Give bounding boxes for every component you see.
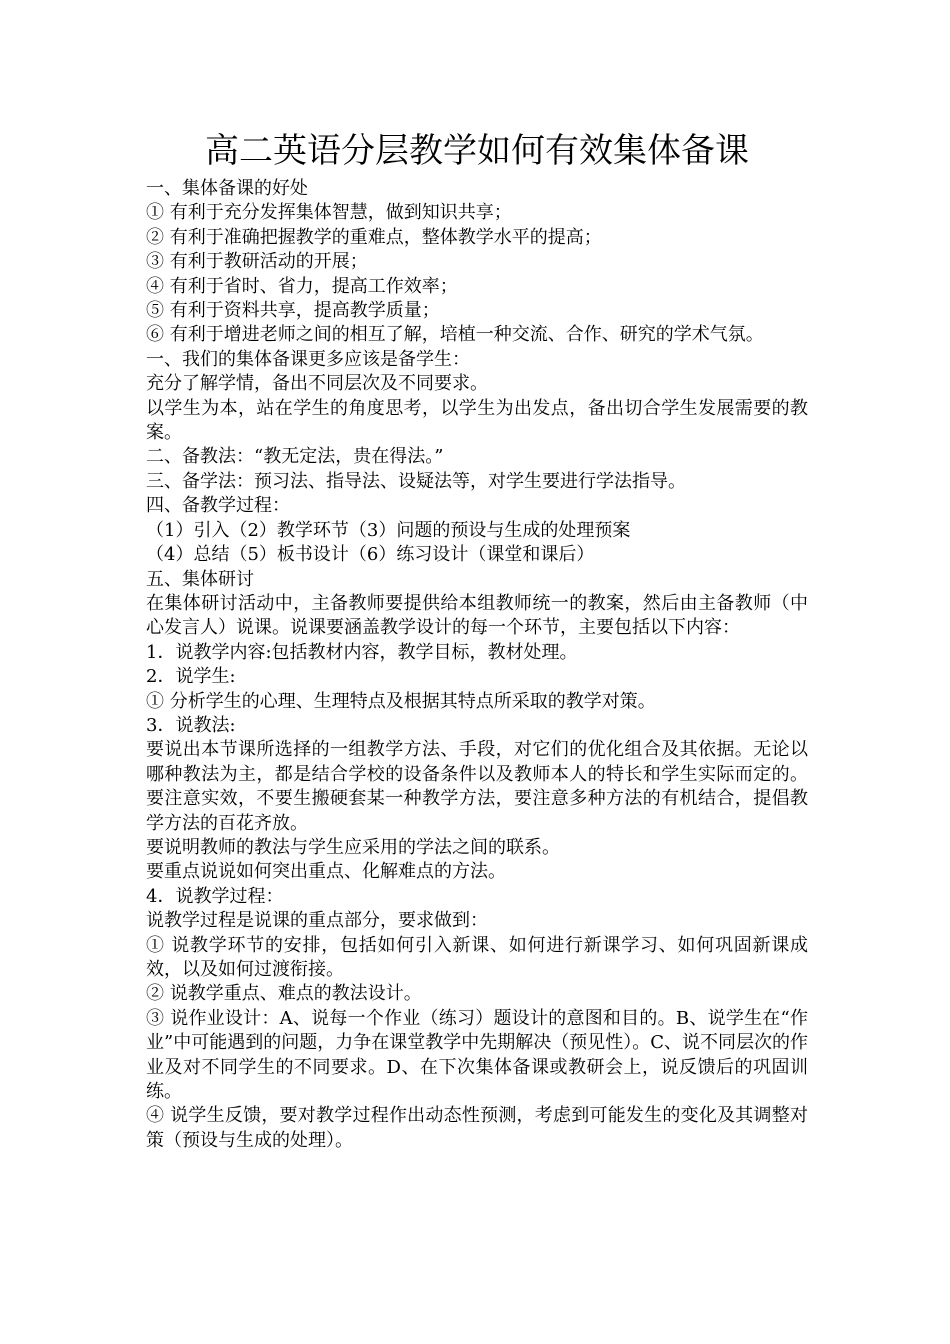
- list-item: （1）引入（2）教学环节（3）问题的预设与生成的处理预案: [146, 519, 631, 541]
- numbered-item: 1．说教学内容:包括教材内容，教学目标，教材处理。: [146, 641, 578, 663]
- list-item: ④ 有利于省时、省力，提高工作效率；: [146, 275, 458, 297]
- list-item: ④ 说学生反馈，要对教学过程作出动态性预测，考虑到可能发生的变化及其调整对策（预设与生成的处理）。: [146, 1105, 808, 1151]
- document-page: [146, 128, 808, 1153]
- section-heading-students: 一、我们的集体备课更多应该是备学生：: [146, 348, 470, 370]
- paragraph: 说教学过程是说课的重点部分，要求做到：: [146, 910, 488, 932]
- numbered-item: 4．说教学过程：: [146, 885, 284, 907]
- list-item: ⑥ 有利于增进老师之间的相互了解，培植一种交流、合作、研究的学术气氛。: [146, 324, 764, 346]
- document-body: [146, 177, 808, 1153]
- section-heading-teaching-process: 四、备教学过程：: [146, 495, 290, 517]
- paragraph: 以学生为本，站在学生的角度思考，以学生为出发点，备出切合学生发展需要的教案。: [146, 397, 808, 444]
- list-item: ② 说教学重点、难点的教法设计。: [146, 983, 422, 1005]
- list-item: ③ 有利于教研活动的开展；: [146, 251, 368, 273]
- paragraph: 要说明教师的教法与学生应采用的学法之间的联系。: [146, 836, 560, 858]
- section-heading-teaching-method: 二、备教法：“教无定法，贵在得法。”: [146, 446, 444, 468]
- numbered-item: 3．说教法:: [146, 714, 236, 736]
- list-item: ① 分析学生的心理、生理特点及根据其特点所采取的教学对策。: [146, 690, 656, 712]
- list-item: ⑤ 有利于资料共享，提高教学质量；: [146, 300, 440, 322]
- list-item: ① 说教学环节的安排，包括如何引入新课、如何进行新课学习、如何巩固新课成效，以及如何过渡衔接。: [146, 934, 808, 980]
- list-item: ① 有利于充分发挥集体智慧，做到知识共享；: [146, 202, 512, 224]
- section-heading-benefits: 一、集体备课的好处: [146, 178, 308, 199]
- list-item: ② 有利于准确把握教学的重难点，整体教学水平的提高；: [146, 226, 602, 248]
- numbered-item: 2．说学生:: [146, 666, 236, 688]
- list-item: （4）总结（5）板书设计（6）练习设计（课堂和课后）: [146, 544, 595, 566]
- list-item: ③ 说作业设计：A、说每一个作业（练习）题设计的意图和目的。B、说学生在“作业”中可能遇到的问题，力争在课堂教学中先期解决（预见性）。C、说不同层次的作业及对不同学生的不同要求。D、在下次集体备课或教研会上，说反馈后的巩固训练。: [146, 1007, 808, 1103]
- paragraph: 要重点说说如何突出重点、化解难点的方法。: [146, 861, 506, 883]
- paragraph: 在集体研讨活动中，主备教师要提供给本组教师统一的教案，然后由主备教师（中心发言人）说课。说课要涵盖教学设计的每一个环节，主要包括以下内容：: [146, 592, 808, 639]
- paragraph: 充分了解学情，备出不同层次及不同要求。: [146, 373, 488, 395]
- paragraph: 要说出本节课所选择的一组教学方法、手段，对它们的优化组合及其依据。无论以哪种教法为主，都是结合学校的设备条件以及教师本人的特长和学生实际而定的。要注意实效，不要生搬硬套某一种教学方法，要注意多种方法的有机结合，提倡教学方法的百花齐放。: [146, 739, 808, 834]
- section-heading-discussion: 五、集体研讨: [146, 568, 254, 590]
- section-heading-learning-method: 三、备学法：预习法、指导法、设疑法等，对学生要进行学法指导。: [146, 470, 686, 492]
- document-title: 高二英语分层教学如何有效集体备课: [205, 131, 749, 171]
